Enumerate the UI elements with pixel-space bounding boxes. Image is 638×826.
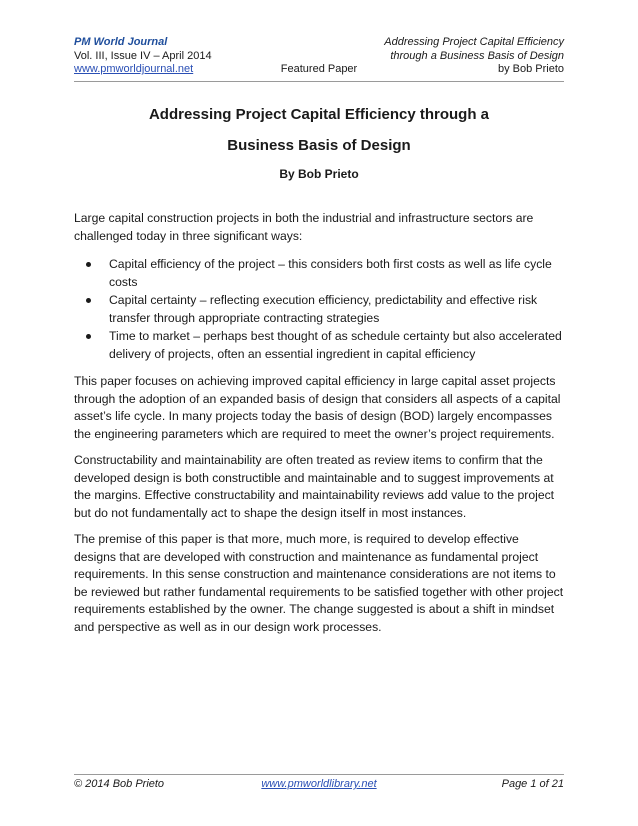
- bullet-icon: [86, 262, 91, 267]
- section-label: Featured Paper: [280, 63, 358, 75]
- journal-website-link[interactable]: www.pmworldjournal.net: [74, 63, 194, 75]
- bullet-icon: [86, 298, 91, 303]
- intro-paragraph: Large capital construction projects in both the industrial and infrastructure sectors are challenged today in three significant ways:: [74, 211, 534, 243]
- footer-library-link[interactable]: www.pmworldlibrary.net: [261, 778, 377, 790]
- footer-divider: [74, 774, 564, 775]
- article-body: [74, 210, 564, 636]
- article-title: [74, 99, 564, 161]
- list-item: [74, 328, 564, 363]
- article-title-line2: Business Basis of Design: [227, 137, 411, 154]
- body-paragraph: The premise of this paper is that more, much more, is required to develop effective designs that are developed with construction and maintenance as fundamental project requirements. In this sense construction and maintenance considerations are not items to be reviewed but rather fundamental requirements to be satisfied together with other project requirements established by the owner. The change suggested is about a shift in mindset and perspective as well as in our design work processes.: [74, 532, 564, 634]
- footer-row: [74, 778, 564, 792]
- header-divider: [74, 81, 564, 82]
- header-right: [384, 36, 564, 77]
- list-item-text: Capital certainty – reflecting execution efficiency, predictability and effective risk transfer through appropriate contracting strategies: [109, 293, 538, 325]
- list-item-text: Time to market – perhaps best thought of as schedule certainty but also accelerated delivery of projects, often an essential ingredient in capital efficiency: [109, 329, 562, 361]
- body-paragraph: This paper focuses on achieving improved capital efficiency in large capital asset projects through the adoption of an expanded basis of design that considers all aspects of a capital asset’s life cycle. In many projects today the basis of design (BOD) largely encompasses the engineering parameters which are required to meet the owner’s project requirements.: [74, 374, 561, 441]
- running-title-line1: Addressing Project Capital Efficiency: [384, 36, 564, 48]
- challenge-list: [74, 256, 564, 363]
- article-author: By Bob Prieto: [279, 167, 359, 181]
- body-paragraph: Constructability and maintainability are often treated as review items to confirm that the developed design is both constructible and maintainable and to suggest improvements at the margins. Effective constructability and maintainability reviews add value to the project but do not fundamentally act to shape the design itself in most instances.: [74, 453, 555, 520]
- list-item-text: Capital efficiency of the project – this considers both first costs as well as life cycle costs: [109, 257, 552, 289]
- journal-volume: Vol. III, Issue IV – April 2014: [74, 49, 212, 62]
- page-header: [74, 36, 564, 80]
- page: [74, 36, 564, 645]
- running-title-line2: through a Business Basis of Design: [390, 49, 564, 62]
- list-item: [74, 256, 564, 291]
- bullet-icon: [86, 334, 91, 339]
- header-byline: by Bob Prieto: [497, 63, 564, 75]
- footer-page-number: Page 1 of 21: [501, 778, 564, 790]
- journal-name: PM World Journal: [74, 36, 168, 48]
- list-item: [74, 292, 564, 327]
- article-title-line1: Addressing Project Capital Efficiency through a: [148, 106, 490, 123]
- footer-copyright: © 2014 Bob Prieto: [74, 778, 165, 790]
- page-footer: [74, 773, 564, 792]
